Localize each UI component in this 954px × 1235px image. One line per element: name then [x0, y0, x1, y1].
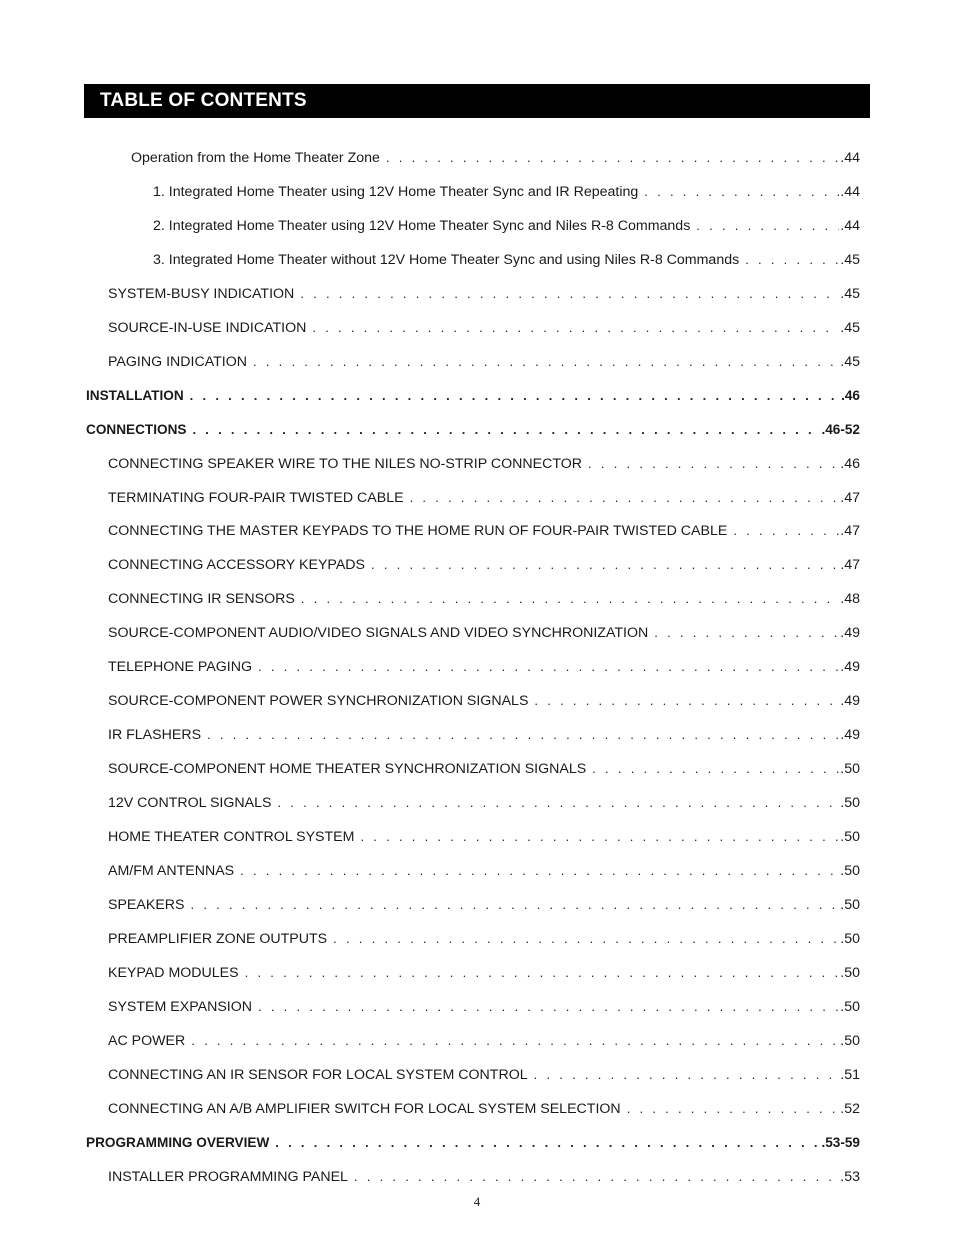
toc-entry-page: .52 [840, 1101, 860, 1117]
toc-entry[interactable] [108, 286, 860, 306]
dot-leader [733, 523, 839, 538]
toc-entry-title: 1. Integrated Home Theater using 12V Home Theater Sync and IR Repeating [153, 184, 644, 200]
toc-entry[interactable] [86, 422, 860, 442]
toc-entry-title: SYSTEM EXPANSION [108, 999, 258, 1015]
toc-entry[interactable] [108, 829, 860, 849]
dot-leader [654, 625, 839, 640]
dot-leader [277, 795, 839, 810]
toc-entry-page: .47 [840, 523, 860, 539]
toc-entry[interactable] [108, 999, 860, 1019]
dot-leader [696, 218, 839, 233]
toc-entry-page: .53 [840, 1169, 860, 1185]
toc-entry-title: 3. Integrated Home Theater without 12V Home Theater Sync and using Niles R-8 Commands [153, 252, 745, 268]
dot-leader [333, 931, 839, 946]
toc-entry[interactable] [108, 591, 860, 611]
toc-entry[interactable] [108, 1101, 860, 1121]
toc-entry[interactable] [108, 965, 860, 985]
toc-entry-title: CONNECTING THE MASTER KEYPADS TO THE HOME RUN OF FOUR-PAIR TWISTED CABLE [108, 523, 733, 539]
toc-entry-title: SYSTEM-BUSY INDICATION [108, 286, 300, 302]
dot-leader [258, 999, 839, 1014]
toc-entry-page: .50 [840, 897, 860, 913]
toc-entry-title: SOURCE-COMPONENT POWER SYNCHRONIZATION SIGNALS [108, 693, 534, 709]
toc-entry[interactable] [86, 388, 860, 408]
toc-entry-page: .49 [840, 659, 860, 675]
dot-leader [534, 693, 839, 708]
toc-entry[interactable] [108, 523, 860, 543]
toc-entry[interactable] [131, 150, 860, 170]
toc-entry-page: .46-52 [821, 422, 860, 437]
toc-entry-page: .50 [840, 965, 860, 981]
dot-leader [371, 557, 839, 572]
toc-entry[interactable] [108, 1033, 860, 1053]
toc-entry-page: .45 [840, 252, 860, 268]
toc-entry-title: SPEAKERS [108, 897, 191, 913]
toc-entry-page: .46 [840, 456, 860, 472]
toc-entry-page: .50 [840, 1033, 860, 1049]
toc-entry[interactable] [108, 931, 860, 951]
dot-leader [245, 965, 840, 980]
toc-entry-title: IR FLASHERS [108, 727, 207, 743]
toc-entry-page: .48 [840, 591, 860, 607]
toc-entry-title: SOURCE-IN-USE INDICATION [108, 320, 312, 336]
dot-leader [386, 150, 839, 165]
toc-entry-page: .49 [840, 727, 860, 743]
toc-entry[interactable] [86, 1135, 860, 1155]
toc-entry[interactable] [153, 252, 860, 272]
dot-leader [745, 252, 839, 267]
toc-entry-title: HOME THEATER CONTROL SYSTEM [108, 829, 360, 845]
toc-entry[interactable] [108, 795, 860, 815]
toc-entry-title: 12V CONTROL SIGNALS [108, 795, 277, 811]
dot-leader [360, 829, 839, 844]
dot-leader [534, 1067, 840, 1082]
toc-entry-page: .51 [840, 1067, 860, 1083]
dot-leader [207, 727, 839, 742]
toc-entry[interactable] [153, 218, 860, 238]
toc-entry-page: .44 [840, 184, 860, 200]
toc-entry[interactable] [108, 727, 860, 747]
toc-entry-title: AC POWER [108, 1033, 191, 1049]
toc-entry-title: INSTALLATION [86, 388, 190, 403]
toc-entry-title: AM/FM ANTENNAS [108, 863, 240, 879]
dot-leader [191, 897, 840, 912]
toc-entry[interactable] [108, 1169, 860, 1189]
toc-entry-page: .50 [840, 795, 860, 811]
toc-entry-page: .47 [840, 557, 860, 573]
toc-entry-page: .47 [840, 490, 860, 506]
toc-entry[interactable] [108, 897, 860, 917]
toc-entry-title: PROGRAMMING OVERVIEW [86, 1135, 275, 1150]
toc-entry[interactable] [108, 354, 860, 374]
toc-entry-page: .44 [840, 218, 860, 234]
toc-entry[interactable] [108, 761, 860, 781]
toc-entry[interactable] [108, 863, 860, 883]
toc-entry-title: Operation from the Home Theater Zone [131, 150, 386, 166]
toc-entry-page: .50 [840, 863, 860, 879]
toc-entry[interactable] [108, 557, 860, 577]
page-number: 4 [473, 1194, 481, 1209]
toc-entry-title: TELEPHONE PAGING [108, 659, 258, 675]
toc-entry-page: .49 [840, 625, 860, 641]
toc-entry[interactable] [108, 693, 860, 713]
dot-leader [588, 456, 839, 471]
dot-leader [240, 863, 839, 878]
toc-entry-page: .49 [840, 693, 860, 709]
toc-entry-page: .50 [840, 931, 860, 947]
toc-entry-page: .45 [840, 320, 860, 336]
toc-entry-page: .50 [840, 761, 860, 777]
toc-entry[interactable] [108, 456, 860, 476]
toc-entry[interactable] [108, 659, 860, 679]
dot-leader [275, 1135, 820, 1150]
toc-entry[interactable] [108, 1067, 860, 1087]
dot-leader [190, 388, 840, 403]
toc-entry-title: 2. Integrated Home Theater using 12V Home Theater Sync and Niles R-8 Commands [153, 218, 696, 234]
dot-leader [192, 422, 820, 437]
dot-leader [354, 1169, 839, 1184]
toc-entry-page: .53-59 [821, 1135, 860, 1150]
dot-leader [627, 1101, 840, 1116]
toc-entry-page: .50 [840, 999, 860, 1015]
toc-entry-title: PAGING INDICATION [108, 354, 253, 370]
toc-entry-title: CONNECTING ACCESSORY KEYPADS [108, 557, 371, 573]
toc-entry-title: INSTALLER PROGRAMMING PANEL [108, 1169, 354, 1185]
dot-leader [410, 490, 840, 505]
toc-entry-title: TERMINATING FOUR-PAIR TWISTED CABLE [108, 490, 410, 506]
toc-entry[interactable] [153, 184, 860, 204]
toc-entry-title: CONNECTING AN IR SENSOR FOR LOCAL SYSTEM CONTROL [108, 1067, 534, 1083]
toc-entry-page: .45 [840, 354, 860, 370]
toc-entry-title: SOURCE-COMPONENT AUDIO/VIDEO SIGNALS AND VIDEO SYNCHRONIZATION [108, 625, 654, 641]
dot-leader [191, 1033, 839, 1048]
toc-entry-page: .45 [840, 286, 860, 302]
page-title: TABLE OF CONTENTS [100, 90, 307, 111]
toc-entry-page: .46 [841, 388, 860, 403]
dot-leader [253, 354, 839, 369]
toc-entry-page: .44 [840, 150, 860, 166]
toc-entry-title: SOURCE-COMPONENT HOME THEATER SYNCHRONIZATION SIGNALS [108, 761, 592, 777]
toc-entry[interactable] [108, 320, 860, 340]
dot-leader [301, 591, 839, 606]
toc-entry[interactable] [108, 490, 860, 510]
toc-entry-page: .50 [840, 829, 860, 845]
dot-leader [592, 761, 839, 776]
toc-entry-title: CONNECTING IR SENSORS [108, 591, 301, 607]
dot-leader [258, 659, 839, 674]
dot-leader [300, 286, 839, 301]
toc-entry[interactable] [108, 625, 860, 645]
toc-entry-title: KEYPAD MODULES [108, 965, 245, 981]
toc-entry-title: CONNECTING AN A/B AMPLIFIER SWITCH FOR LOCAL SYSTEM SELECTION [108, 1101, 627, 1117]
dot-leader [644, 184, 839, 199]
dot-leader [312, 320, 839, 335]
toc-entry-title: CONNECTIONS [86, 422, 192, 437]
toc-entry-title: PREAMPLIFIER ZONE OUTPUTS [108, 931, 333, 947]
toc-entry-title: CONNECTING SPEAKER WIRE TO THE NILES NO-STRIP CONNECTOR [108, 456, 588, 472]
